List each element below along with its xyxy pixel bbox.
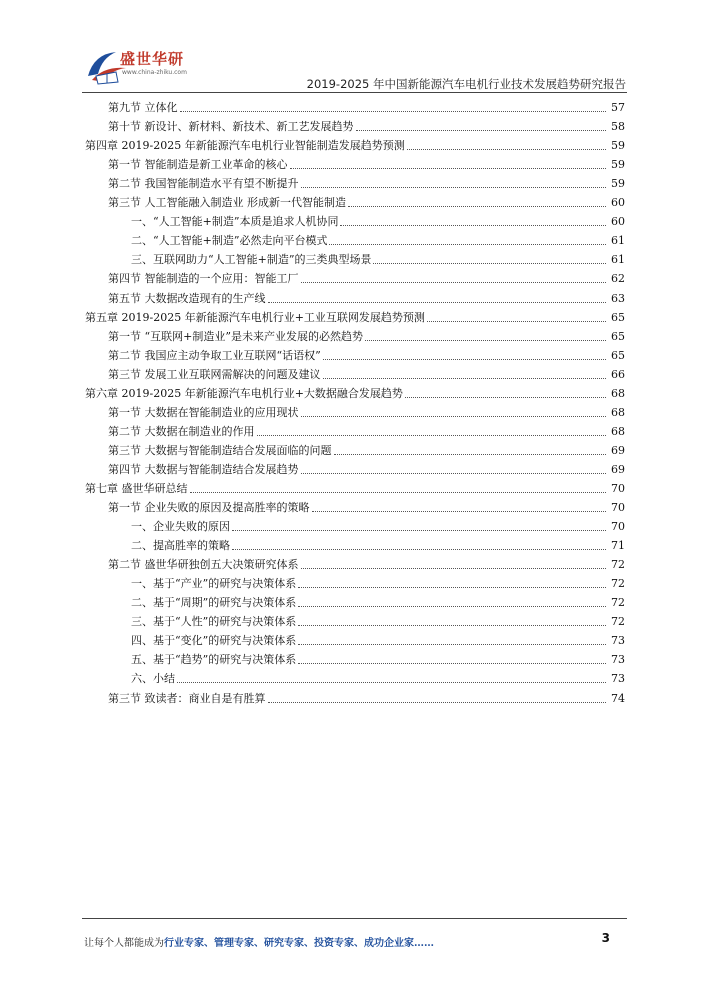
toc-entry[interactable] bbox=[0, 553, 625, 572]
toc-entry-title: 第十节 新设计、新材料、新技术、新工艺发展趋势 bbox=[108, 120, 354, 134]
toc-entry[interactable] bbox=[0, 382, 625, 401]
toc-leader-dots bbox=[405, 397, 606, 398]
toc-entry[interactable] bbox=[0, 306, 625, 325]
toc-entry-title: 第二节 大数据在制造业的作用 bbox=[108, 424, 255, 438]
toc-entry[interactable] bbox=[0, 210, 625, 229]
toc-entry-page: 65 bbox=[611, 310, 625, 324]
toc-leader-dots bbox=[268, 302, 607, 303]
toc-leader-dots bbox=[323, 359, 606, 360]
toc-leader-dots bbox=[177, 682, 606, 683]
toc-entry-page: 73 bbox=[611, 634, 625, 648]
header-divider bbox=[82, 92, 627, 93]
toc-leader-dots bbox=[329, 244, 606, 245]
toc-entry-page: 65 bbox=[611, 329, 625, 343]
toc-entry-title: 第一节 企业失败的原因及提高胜率的策略 bbox=[108, 501, 310, 515]
footer-prefix: 让每个人都能成为 bbox=[84, 938, 164, 949]
toc-entry-page: 63 bbox=[611, 291, 625, 305]
toc-entry[interactable] bbox=[0, 420, 625, 439]
toc-entry[interactable] bbox=[0, 229, 625, 248]
toc-entry-title: 第三节 发展工业互联网需解决的问题及建议 bbox=[108, 367, 321, 381]
toc-leader-dots bbox=[298, 587, 606, 588]
toc-entry-title: 一、基于“产业”的研究与决策体系 bbox=[131, 577, 297, 591]
toc-entry[interactable] bbox=[0, 363, 625, 382]
toc-entry-title: 第二节 我国智能制造水平有望不断提升 bbox=[108, 177, 299, 191]
toc-entry-page: 58 bbox=[611, 120, 625, 134]
toc-leader-dots bbox=[232, 549, 606, 550]
toc-leader-dots bbox=[323, 378, 607, 379]
toc-entry[interactable] bbox=[0, 134, 625, 153]
toc-leader-dots bbox=[427, 321, 606, 322]
toc-leader-dots bbox=[257, 435, 607, 436]
toc-entry-title: 二、“人工智能+制造”必然走向平台模式 bbox=[131, 234, 328, 248]
toc-leader-dots bbox=[301, 568, 607, 569]
toc-entry[interactable] bbox=[0, 648, 625, 667]
toc-entry-page: 60 bbox=[611, 196, 625, 210]
toc-entry[interactable] bbox=[0, 267, 625, 286]
toc-entry-title: 第三节 致读者：商业自是有胜算 bbox=[108, 691, 266, 705]
toc-entry-page: 70 bbox=[611, 501, 625, 515]
toc-entry-title: 五、基于“趋势”的研究与决策体系 bbox=[131, 653, 297, 667]
toc-entry[interactable] bbox=[0, 191, 625, 210]
toc-entry[interactable] bbox=[0, 591, 625, 610]
toc-entry-page: 66 bbox=[611, 367, 625, 381]
toc-entry-page: 62 bbox=[611, 272, 625, 286]
toc-entry[interactable] bbox=[0, 439, 625, 458]
logo-url: www.china-zhiku.com bbox=[122, 69, 187, 76]
toc-entry-title: 第六章 2019-2025 年新能源汽车电机行业+大数据融合发展趋势 bbox=[85, 386, 403, 400]
toc-entry-title: 三、互联网助力“人工智能+制造”的三类典型场景 bbox=[131, 253, 372, 267]
toc-entry-page: 59 bbox=[611, 177, 625, 191]
toc-leader-dots bbox=[298, 625, 606, 626]
toc-entry-page: 59 bbox=[611, 139, 625, 153]
table-of-contents bbox=[0, 96, 710, 706]
toc-leader-dots bbox=[373, 263, 606, 264]
logo-text: 盛世华研 bbox=[120, 50, 185, 68]
toc-entry-title: 一、“人工智能+制造”本质是追求人机协同 bbox=[131, 215, 339, 229]
toc-leader-dots bbox=[298, 663, 606, 664]
toc-leader-dots bbox=[334, 454, 607, 455]
toc-entry[interactable] bbox=[0, 515, 625, 534]
toc-leader-dots bbox=[268, 702, 607, 703]
toc-entry-page: 61 bbox=[611, 253, 625, 267]
toc-leader-dots bbox=[290, 168, 607, 169]
toc-leader-dots bbox=[301, 473, 607, 474]
toc-entry-title: 三、基于“人性”的研究与决策体系 bbox=[131, 615, 297, 629]
toc-leader-dots bbox=[348, 206, 606, 207]
toc-entry[interactable] bbox=[0, 401, 625, 420]
footer-slogan bbox=[84, 934, 434, 949]
toc-leader-dots bbox=[407, 149, 606, 150]
toc-entry-page: 68 bbox=[611, 424, 625, 438]
toc-entry-title: 第四章 2019-2025 年新能源汽车电机行业智能制造发展趋势预测 bbox=[85, 139, 405, 153]
toc-entry-title: 第一节 智能制造是新工业革命的核心 bbox=[108, 158, 288, 172]
toc-entry[interactable] bbox=[0, 248, 625, 267]
toc-entry[interactable] bbox=[0, 115, 625, 134]
toc-entry-title: 六、小结 bbox=[131, 672, 175, 686]
toc-leader-dots bbox=[365, 340, 606, 341]
toc-leader-dots bbox=[180, 111, 607, 112]
toc-leader-dots bbox=[301, 282, 607, 283]
toc-entry-page: 73 bbox=[611, 653, 625, 667]
toc-entry-page: 60 bbox=[611, 215, 625, 229]
toc-entry[interactable] bbox=[0, 534, 625, 553]
toc-leader-dots bbox=[356, 130, 607, 131]
toc-entry[interactable] bbox=[0, 667, 625, 686]
toc-leader-dots bbox=[298, 644, 606, 645]
toc-leader-dots bbox=[298, 606, 606, 607]
toc-leader-dots bbox=[312, 511, 607, 512]
toc-entry-title: 第五章 2019-2025 年新能源汽车电机行业+工业互联网发展趋势预测 bbox=[85, 310, 425, 324]
toc-entry-page: 74 bbox=[611, 691, 625, 705]
toc-leader-dots bbox=[232, 530, 606, 531]
toc-entry-title: 二、基于“周期”的研究与决策体系 bbox=[131, 596, 297, 610]
toc-entry-title: 第一节 “互联网+制造业”是未来产业发展的必然趋势 bbox=[108, 329, 363, 343]
toc-entry-page: 71 bbox=[611, 539, 625, 553]
toc-entry-page: 68 bbox=[611, 386, 625, 400]
toc-entry-title: 第三节 人工智能融入制造业 形成新一代智能制造 bbox=[108, 196, 346, 210]
toc-entry-title: 第四节 大数据与智能制造结合发展趋势 bbox=[108, 462, 299, 476]
toc-entry-page: 57 bbox=[611, 101, 625, 115]
footer-highlight: 行业专家、管理专家、研究专家、投资专家、成功企业家…… bbox=[164, 938, 434, 949]
toc-entry-title: 第五节 大数据改造现有的生产线 bbox=[108, 291, 266, 305]
toc-entry[interactable] bbox=[0, 629, 625, 648]
toc-entry-page: 65 bbox=[611, 348, 625, 362]
toc-entry-title: 第二节 我国应主动争取工业互联网“话语权” bbox=[108, 348, 321, 362]
toc-entry-title: 第七章 盛世华研总结 bbox=[85, 481, 188, 495]
toc-entry-page: 69 bbox=[611, 443, 625, 457]
toc-entry-page: 70 bbox=[611, 481, 625, 495]
toc-entry-title: 第二节 盛世华研独创五大决策研究体系 bbox=[108, 558, 299, 572]
toc-entry[interactable] bbox=[0, 172, 625, 191]
toc-entry[interactable] bbox=[0, 572, 625, 591]
footer-divider bbox=[82, 918, 627, 919]
toc-entry[interactable] bbox=[0, 96, 625, 115]
toc-entry-page: 72 bbox=[611, 577, 625, 591]
toc-entry[interactable] bbox=[0, 458, 625, 477]
toc-entry-page: 73 bbox=[611, 672, 625, 686]
toc-entry-page: 59 bbox=[611, 158, 625, 172]
toc-entry-page: 72 bbox=[611, 615, 625, 629]
toc-entry-title: 第九节 立体化 bbox=[108, 101, 178, 115]
report-title: 2019-2025 年中国新能源汽车电机行业技术发展趋势研究报告 bbox=[306, 77, 626, 91]
toc-entry-title: 四、基于“变化”的研究与决策体系 bbox=[131, 634, 297, 648]
toc-entry[interactable] bbox=[0, 153, 625, 172]
toc-entry-page: 61 bbox=[611, 234, 625, 248]
toc-entry[interactable] bbox=[0, 325, 625, 344]
toc-entry-page: 68 bbox=[611, 405, 625, 419]
page-number: 3 bbox=[601, 931, 610, 945]
toc-entry[interactable] bbox=[0, 286, 625, 305]
toc-entry[interactable] bbox=[0, 477, 625, 496]
toc-leader-dots bbox=[301, 187, 607, 188]
toc-entry-page: 70 bbox=[611, 520, 625, 534]
toc-entry[interactable] bbox=[0, 686, 625, 705]
toc-entry-title: 第四节 智能制造的一个应用：智能工厂 bbox=[108, 272, 299, 286]
toc-entry-page: 69 bbox=[611, 462, 625, 476]
toc-entry-title: 一、企业失败的原因 bbox=[131, 520, 230, 534]
toc-entry-title: 第一节 大数据在智能制造业的应用现状 bbox=[108, 405, 299, 419]
toc-entry-page: 72 bbox=[611, 558, 625, 572]
toc-leader-dots bbox=[301, 416, 607, 417]
toc-entry-title: 第三节 大数据与智能制造结合发展面临的问题 bbox=[108, 443, 332, 457]
toc-entry[interactable] bbox=[0, 344, 625, 363]
page-header bbox=[60, 40, 636, 96]
toc-leader-dots bbox=[340, 225, 606, 226]
toc-entry[interactable] bbox=[0, 610, 625, 629]
toc-leader-dots bbox=[190, 492, 607, 493]
toc-entry-page: 72 bbox=[611, 596, 625, 610]
toc-entry-title: 二、提高胜率的策略 bbox=[131, 539, 230, 553]
toc-entry[interactable] bbox=[0, 496, 625, 515]
